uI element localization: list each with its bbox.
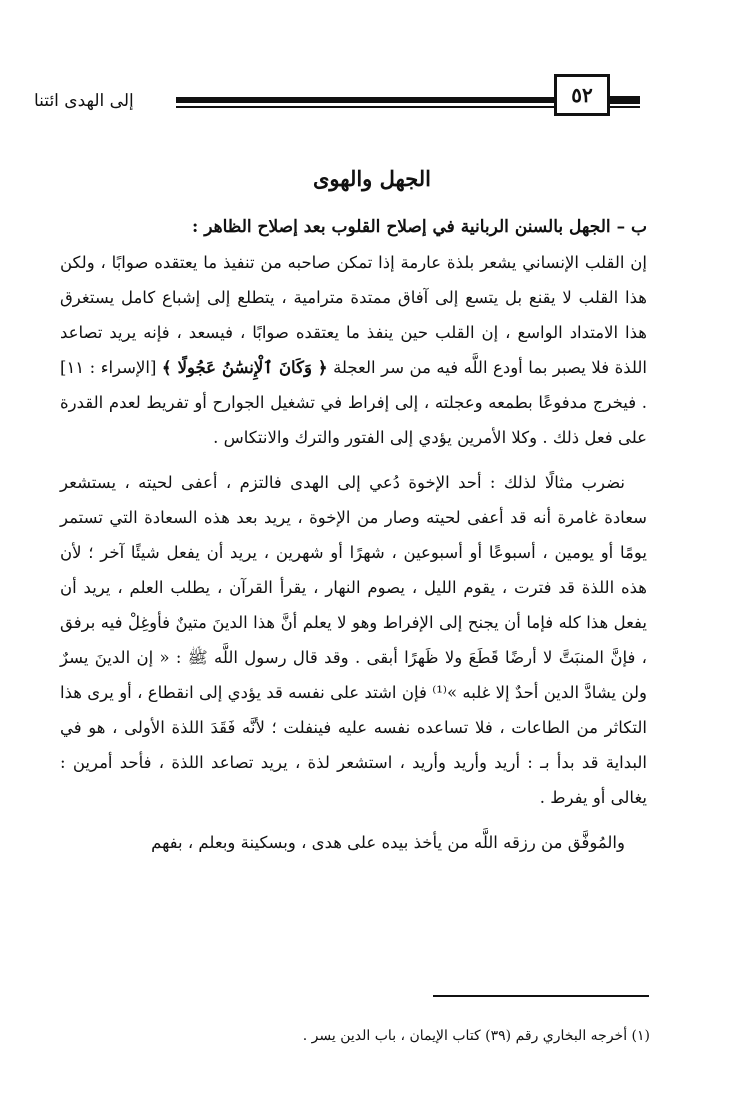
section-title: الجهل والهوى bbox=[312, 166, 432, 191]
header-rule bbox=[176, 97, 554, 103]
running-header bbox=[0, 0, 744, 140]
paragraph-2: نضرب مثالًا لذلك : أحد الإخوة دُعي إلى الهدى فالتزم ، أعفى لحيته ، يستشعر سعادة غامرة أنه قد أعفى لحيته وصار من الإخوة ، يريد بعد هذه السعادة التي تستمر يومًا أو يومين ، أسبوعًا أو أسبوعين ، شهرًا أو شهرين ، يريد أن يفعل شيئًا آخر ؛ لأن هذه اللذة قد فترت ، يقوم الليل ، يصوم النهار ، يقرأ القرآن ، يطلب العلم ، يريد أن يفعل هذا كله فإما أن يجنح إلى الإفراط وهو لا يعلم أنَّ هذا الدينَ متينٌ فأوغِلْ فيه برفق ، فإنَّ المنبَتَّ لا أرضًا قَطَعَ ولا ظَهرًا أبقى . وقد قال رسول اللَّه ﷺ : « إن الدينَ يسرٌ ولن يشادَّ الدين أحدٌ إلا غلبه »⁽¹⁾ فإن اشتد على نفسه قد يؤدي إلى انقطاع ، أو يرى هذا التكاثر من الطاعات ، فلا تساعده نفسه عليه فينفلت ؛ لأنَّه فَقَدَ اللذة الأولى ، هو في البداية قد بدأ بـ : أريد وأريد وأريد ، استشعر لذة ، يريد تصاعد اللذة ، فأحد أمرين : يغالى أو يفرط . bbox=[60, 473, 648, 807]
quran-verse: ﴿ وَكَانَ ٱلْإِنسَٰنُ عَجُولًا ﴾ bbox=[161, 358, 328, 377]
footnote: (١) أخرجه البخاري رقم (٣٩) كتاب الإيمان ، باب الدين يسر . bbox=[302, 1028, 650, 1044]
quran-citation: [الإسراء : ١١] bbox=[60, 358, 157, 377]
body-text bbox=[60, 210, 647, 860]
header-rule-right bbox=[610, 96, 640, 104]
paragraph-1-text-cont: . فيخرج مدفوعًا بطمعه وعجلته ، إلى إفراط في تشغيل الجوارح أو تفريط لعدم القدرة على فعل ذلك . وكلا الأمرين يؤدي إلى الفتور والترك والانتكاس . bbox=[60, 393, 647, 447]
header-rule-right-thin bbox=[610, 106, 640, 108]
paragraph-3: والمُوفَّق من رزقه اللَّه من يأخذ بيده على هدى ، وبسكينة وبعلم ، بفهم bbox=[151, 833, 625, 852]
page-number: ٥٢ bbox=[554, 74, 610, 116]
paragraph-1 bbox=[60, 245, 647, 455]
running-title: إلى الهدى ائتنا bbox=[34, 91, 134, 111]
footnote-divider bbox=[433, 995, 649, 997]
paragraph-1-text: إن القلب الإنساني يشعر بلذة عارمة إذا تمكن صاحبه من تنفيذ ما يعتقده صوابًا ، ولكن هذا القلب لا يقنع بل يتسع إلى آفاق ممتدة مترامية ، يتطلع إلى إشباع كامل يستغرق هذا الامتداد الواسع ، إن القلب حين ينفذ ما يعتقده صوابًا ، فيسعد ، فإنه يريد تصاعد اللذة فلا يصبر بما أودع اللَّه فيه من سر العجلة bbox=[60, 253, 647, 377]
header-rule-thin bbox=[176, 106, 554, 108]
subsection-heading: ب – الجهل بالسنن الربانية في إصلاح القلوب بعد إصلاح الظاهر : bbox=[192, 217, 647, 237]
